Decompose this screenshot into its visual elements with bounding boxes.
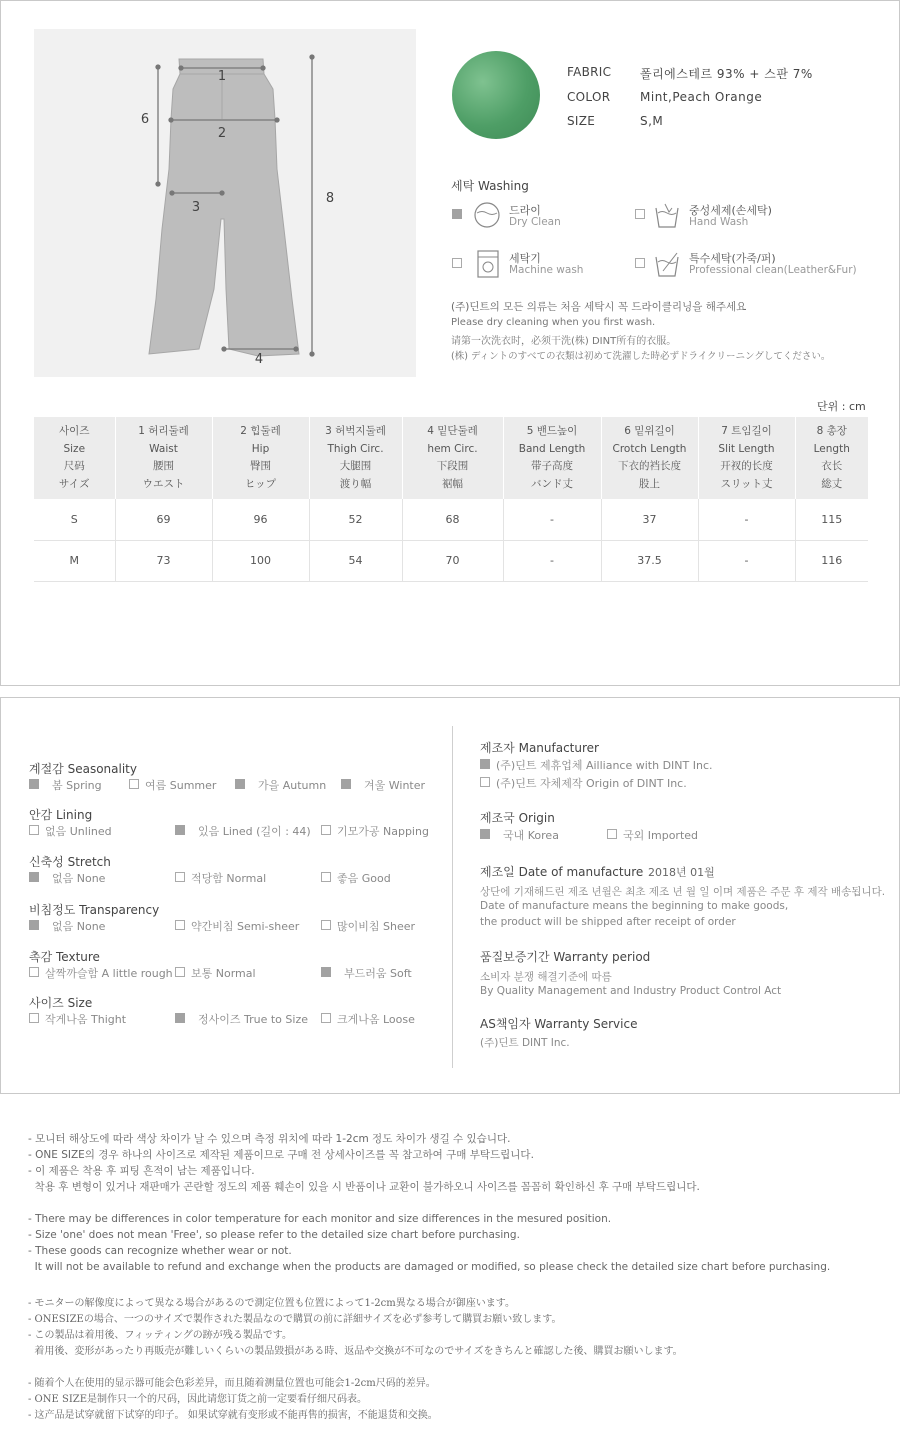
option-label: 여름 Summer [145, 779, 217, 792]
size-table-header-cell: 1 허리둘레 Waist 腰围 ウエスト [115, 417, 212, 499]
unit-label: 단위 : cm [817, 400, 866, 413]
option-label: 크게나옴 Loose [337, 1013, 415, 1026]
attribute-title: 촉감 Texture [29, 950, 100, 964]
table-cell: - [698, 540, 795, 581]
professional-clean-en: Professional clean(Leather&Fur) [689, 264, 857, 276]
option-checkbox [29, 967, 39, 977]
diagram-label-hem: 4 [254, 352, 264, 367]
manufacture-date-note-2: Date of manufacture means the beginning to make goods, [480, 900, 789, 912]
option-label: 없음 None [52, 872, 106, 885]
notice-line: - ONE SIZE是制作只一个的尺码，因此请您订货之前一定要看仔细尺码表。 [28, 1394, 368, 1405]
notice-line: - ONE SIZE의 경우 하나의 사이즈로 제작된 제품이므로 구매 전 상세사이즈를 꼭 참고하여 구매 부탁드립니다. [28, 1149, 534, 1161]
wash-note-en: Please dry cleaning when you first wash. [451, 317, 656, 328]
size-table-header-cell: 3 허벅지둘레 Thigh Circ. 大腿围 渡り幅 [309, 417, 402, 499]
machine-wash-checkbox [452, 258, 462, 268]
table-row [34, 540, 868, 581]
professional-clean-ko: 특수세탁(가죽/퍼) [689, 252, 776, 265]
size-table-header-cell: 4 밑단둘레 hem Circ. 下段围 裾幅 [402, 417, 503, 499]
option-checkbox [129, 779, 139, 789]
notice-line: - ONESIZEの場合、一つのサイズで製作された製品なので購買の前に詳細サイズを必ず参考して購買お願い致します。 [28, 1314, 562, 1325]
size-table-header-cell: 8 총장 Length 衣长 総丈 [795, 417, 868, 499]
notice-line: - These goods can recognize whether wear or not. [28, 1245, 292, 1257]
option-checkbox [321, 920, 331, 930]
table-cell: M [34, 540, 115, 581]
size-table-header-cell: 사이즈 Size 尺码 サイズ [34, 417, 115, 499]
diagram-label-crotch: 6 [140, 112, 150, 127]
option-label: 적당함 Normal [191, 872, 267, 885]
table-cell: S [34, 499, 115, 540]
notice-line: 착용 후 변형이 있거나 재판매가 곤란할 정도의 제품 훼손이 있을 시 반품이나 교환이 불가하오니 사이즈를 꼼꼼히 확인하신 후 구매 부탁드립니다. [28, 1181, 700, 1193]
notice-line: - モニターの解像度によって異なる場合があるので測定位置も位置によって1-2cm異なる場合が御座います。 [28, 1298, 515, 1309]
attribute-title: 신축성 Stretch [29, 855, 111, 869]
option-label: 약간비침 Semi-sheer [191, 920, 300, 933]
size-table-header [34, 417, 868, 499]
wash-note-zh: 请第一次洗衣时，必须干洗(株) DINT所有的衣服。 [451, 336, 677, 347]
attribute-title: 비침정도 Transparency [29, 903, 160, 917]
fabric-swatch [452, 51, 540, 139]
size-info-panel [0, 0, 900, 686]
fabric-value: 폴리에스테르 93% + 스판 7% [640, 67, 813, 81]
fabric-label: FABRIC [567, 65, 612, 79]
option-label: 좋음 Good [337, 872, 391, 885]
warranty-note-1: 소비자 분쟁 해결기준에 따름 [480, 971, 612, 983]
dry-clean-checkbox [452, 209, 462, 219]
option-checkbox [29, 1013, 39, 1023]
option-label: 없음 None [52, 920, 106, 933]
notice-line: It will not be available to refund and exchange when the products are damaged or modified, so please check the detailed size chart before purchasing. [28, 1261, 831, 1273]
manufacture-date-note-3: the product will be shipped after receipt of order [480, 916, 736, 928]
option-label: 작게나옴 Thight [45, 1013, 127, 1026]
option-checkbox [341, 779, 351, 789]
option-checkbox [175, 1013, 185, 1023]
diagram-label-hip: 2 [217, 126, 227, 141]
table-cell: - [503, 499, 601, 540]
option-checkbox [175, 825, 185, 835]
manufacture-date-note-1: 상단에 기재해드린 제조 년월은 최초 제조 년 월 일 이며 제품은 주문 후 제작 배송됩니다. [480, 886, 886, 898]
option-label: 없음 Unlined [45, 825, 112, 838]
option-checkbox [321, 825, 331, 835]
size-table-header-cell: 7 트임길이 Slit Length 开衩的长度 スリット丈 [698, 417, 795, 499]
option-label: 겨울 Winter [364, 779, 426, 792]
table-cell: 70 [402, 540, 503, 581]
table-cell: 54 [309, 540, 402, 581]
hand-wash-checkbox [635, 209, 645, 219]
size-table-header-cell: 5 밴드높이 Band Length 带子高度 バンド丈 [503, 417, 601, 499]
notice-line: - 이 제품은 착용 후 피팅 흔적이 남는 제품입니다. [28, 1165, 255, 1177]
notice-line: - Size 'one' does not mean 'Free', so please refer to the detailed size chart before purchasing. [28, 1229, 520, 1241]
notice-line: - 这产品是试穿就留下试穿的印子。 如果试穿就有变形或不能再售的损害，不能退货和交换。 [28, 1410, 438, 1421]
option-checkbox [29, 779, 39, 789]
option-label: 부드러움 Soft [344, 967, 412, 980]
option-label: 보통 Normal [191, 967, 256, 980]
table-cell: 37.5 [601, 540, 698, 581]
table-cell: 73 [115, 540, 212, 581]
warranty-title: 품질보증기간 Warranty period [480, 950, 651, 964]
option-checkbox [321, 1013, 331, 1023]
wash-note-ja: (株) ディントのすべての衣類は初めて洗濯した時必ずドライクリーニングしてください。 [451, 351, 831, 362]
notice-line: 着用後、変形があったり再販売が難しいくらいの製品毀損がある時、返品や交換が不可なのでサイズをきちんと確認した後、購買お願いします。 [28, 1346, 683, 1357]
washing-machine-icon [475, 249, 501, 279]
color-value: Mint,Peach Orange [640, 90, 763, 104]
size-table [34, 417, 868, 582]
warranty-note-2: By Quality Management and Industry Product Control Act [480, 985, 782, 997]
table-cell: 52 [309, 499, 402, 540]
diagram-label-thigh: 3 [191, 200, 201, 215]
notice-line: - 모니터 해상도에 따라 색상 차이가 날 수 있으며 측정 위치에 따라 1-2cm 정도 차이가 생길 수 있습니다. [28, 1133, 511, 1145]
attribute-title: 사이즈 Size [29, 996, 93, 1010]
table-cell: 96 [212, 499, 309, 540]
option-label: 있음 Lined (길이 : 44) [198, 825, 311, 838]
option-checkbox [175, 920, 185, 930]
size-table-header-cell: 6 밑위길이 Crotch Length 下衣的裆长度 股上 [601, 417, 698, 499]
hand-wash-icon [653, 200, 681, 230]
table-cell: 68 [402, 499, 503, 540]
size-table-header-cell: 2 힙둘레 Hip 臀围 ヒップ [212, 417, 309, 499]
option-checkbox [235, 779, 245, 789]
as-service-value: (주)딘트 DINT Inc. [480, 1037, 570, 1049]
hand-wash-ko: 중성세제(손세탁) [689, 204, 772, 217]
dry-clean-ko: 드라이 [509, 204, 541, 217]
column-divider [452, 726, 453, 1068]
table-cell: 115 [795, 499, 868, 540]
option-label: 봄 Spring [52, 779, 102, 792]
manufacturer-title: 제조자 Manufacturer [480, 741, 599, 755]
size-label: SIZE [567, 114, 596, 128]
notice-line: - 随着个人在使用的显示器可能会色彩差异，而且随着测量位置也可能会1-2cm尺码的差异。 [28, 1378, 436, 1389]
notice-line: - There may be differences in color temperature for each monitor and size differences in the mesured position. [28, 1213, 612, 1225]
notice-line: - この製品は着用後、フィッティングの跡が残る製品です。 [28, 1330, 292, 1341]
diagram-label-length: 8 [325, 191, 335, 206]
professional-clean-icon [653, 249, 681, 279]
hand-wash-en: Hand Wash [689, 216, 749, 228]
pants-diagram [34, 29, 416, 377]
color-label: COLOR [567, 90, 611, 104]
option-checkbox [175, 872, 185, 882]
option-checkbox [29, 920, 39, 930]
diagram-label-waist: 1 [217, 69, 227, 84]
as-service-title: AS책임자 Warranty Service [480, 1017, 638, 1031]
option-label: 가을 Autumn [258, 779, 327, 792]
washing-title: 세탁 Washing [451, 179, 529, 193]
machine-wash-ko: 세탁기 [509, 252, 541, 265]
table-cell: - [503, 540, 601, 581]
attribute-title: 계절감 Seasonality [29, 762, 137, 776]
table-cell: 37 [601, 499, 698, 540]
table-cell: - [698, 499, 795, 540]
option-label: 기모가공 Napping [337, 825, 429, 838]
table-row [34, 499, 868, 540]
option-checkbox [321, 967, 331, 977]
option-label: 살짝까슬함 A little rough [45, 967, 173, 980]
origin-title: 제조국 Origin [480, 811, 555, 825]
size-value: S,M [640, 114, 664, 128]
dry-clean-icon [473, 201, 501, 229]
manufacture-date-title: 제조일 Date of manufacture [480, 865, 644, 879]
option-checkbox [321, 872, 331, 882]
table-cell: 100 [212, 540, 309, 581]
option-checkbox [175, 967, 185, 977]
product-details-panel: 계절감 Seasonality 봄 Spring 여름 Summer 가을 Autumn 겨울 Winter 안감 Lining 없음 Unlined 있음 Lined (길이 : 44) 기모가공 Napping 신축성 Stretch 없음 None 적당함 Normal 좋음 Good 비침정도 Transparency 없음 None 약간비침 Semi-sheer 많이비침 Sheer 촉감 Texture 살짝까슬함 A little rough 보통 Normal 부드러움 Soft 사이즈 Size 작게나옴 Thight 정사이즈 True to Size 크게나옴 Loose 제조자 Manufacturer (주)딘트 제휴업체 Ailliance with DINT Inc. (주)딘트 자체제작 Origin of DINT Inc. 제조국 Origin 국내 Korea 국외 Imported 제조일 Date of manufacture 2018년 01월 상단에 기재해드린 제조 년월은 최초 제조 년 월 일 이며 제품은 주문 후 제작 배송됩니다. Date of manufacture means the beginning to make goods, the product will be shipped after receipt of order 품질보증기간 Warranty period 소비자 분쟁 해결기준에 따름 By Quality Management and Industry Product Control Act AS책임자 Warranty Service (주)딘트 DINT Inc. [0, 697, 900, 1094]
manufacture-date-value: 2018년 01월 [648, 866, 715, 879]
machine-wash-en: Machine wash [509, 264, 584, 276]
table-cell: 69 [115, 499, 212, 540]
option-label: 많이비침 Sheer [337, 920, 416, 933]
option-label: 정사이즈 True to Size [198, 1013, 308, 1026]
option-checkbox [29, 872, 39, 882]
professional-clean-checkbox [635, 258, 645, 268]
option-checkbox [29, 825, 39, 835]
table-cell: 116 [795, 540, 868, 581]
wash-note-ko: (주)딘트의 모든 의류는 처음 세탁시 꼭 드라이클리닝을 해주세요 [451, 301, 747, 313]
dry-clean-en: Dry Clean [509, 216, 561, 228]
attribute-title: 안감 Lining [29, 808, 93, 822]
